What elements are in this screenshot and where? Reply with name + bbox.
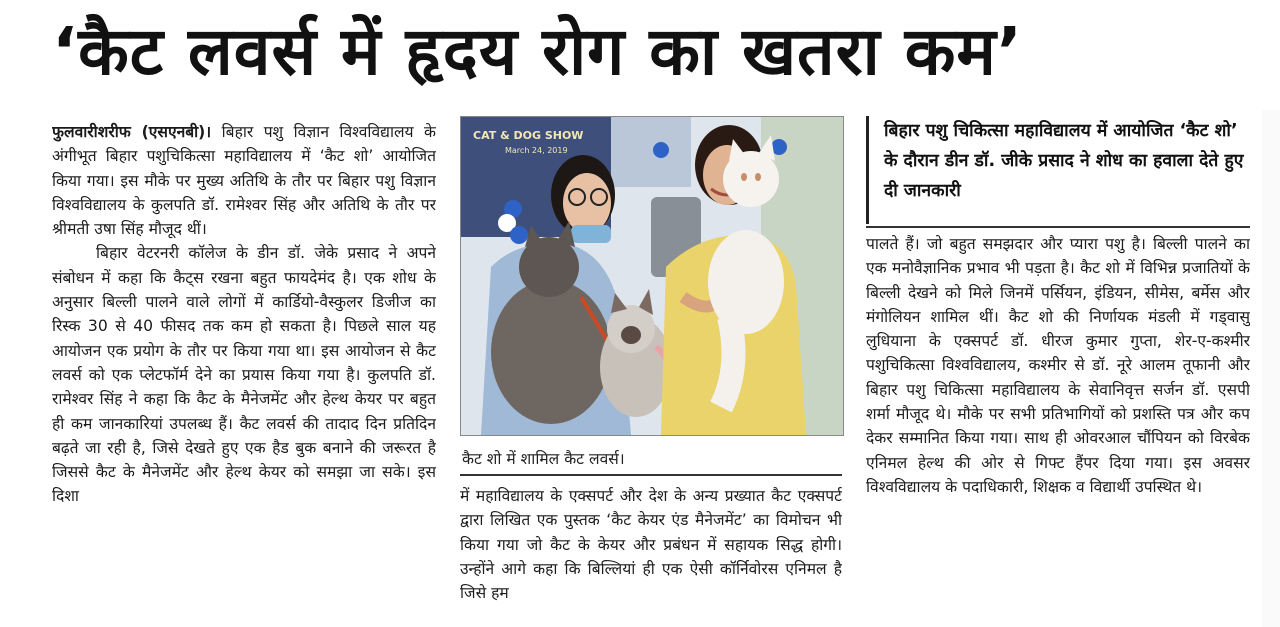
highlight-quote: बिहार पशु चिकित्सा महाविद्यालय में आयोजित ‘कैट शो’ के दौरान डीन डॉ. जीके प्रसाद ने शोध का हवाला देते हुए दी जानकारी — [884, 121, 1244, 201]
photo-banner-date: March 24, 2019 — [505, 146, 568, 155]
highlight-divider — [866, 226, 1250, 228]
photo-illustration — [461, 117, 843, 435]
article-paragraph-2: बिहार वेटरनरी कॉलेज के डीन डॉ. जेके प्रसाद ने अपने संबोधन में कहा कि कैट्स रखना बहुत फायदेमंद है। एक शोध के अनुसार बिल्ली पालने वाले लोगों में कार्डियो-वैस्कुलर डिजीज का रिस्क 30 से 40 फीसद तक कम हो सकता है। पिछले साल यह आयोजन एक प्रयोग के तौर पर किया गया था। इस आयोजन से कैट लवर्स को एक प्लेटफॉर्म देने का प्रयास किया गया है। कुलपति डॉ. रामेश्वर सिंह ने कहा कि कैट के मैनेजमेंट और हेल्थ केयर पर बहुत ही कम जानकारियां उपलब्ध हैं। कैट लवर्स की तादाद दिन प्रतिदिन बढ़ते जा रही है, जिसे देखते हुए एक हैड बुक बनाने की जरूरत है जिससे कैट के मैनेजमेंट और हेल्थ केयर को समझा जा सके। इस दिशा — [52, 244, 436, 506]
article-column-3-text: पालते हैं। जो बहुत समझदार और प्यारा पशु है। बिल्ली पालने का एक मनोवैज्ञानिक प्रभाव भी पड़ता है। कैट शो में विभिन्न प्रजातियों के बिल्ली देखने को मिले जिनमें पर्सियन, इंडियन, सीमेस, बर्मेस और मंगोलियन शामिल थीं। कैट शो की निर्णायक मंडली में गड्वासु लुधियाना के एक्सपर्ट डॉ. धीरज कुमार गुप्ता, शेर-ए-कश्मीर पशुचिकित्सा विश्वविद्यालय, कश्मीर से डॉ. नूरे आलम तूफानी और बिहार पशु चिकित्सा महाविद्यालय के सेवानिवृत्त सर्जन डॉ. एसपी शर्मा मौजूद थे। मौके पर सभी प्रतिभागियों को प्रशस्ति पत्र और कप देकर सम्मानित किया गया। साथ ही ओवरआल चौंपियन को विरबेक एनिमल हेल्थ की ओर से गिफ्ट हैंपर दिया गया। इस अवसर विश्वविद्यालय के पदाधिकारी, शिक्षक व विद्यार्थी उपस्थित थे। — [866, 235, 1250, 496]
photo-balloon-4 — [653, 142, 669, 158]
highlight-quote-bar — [866, 116, 869, 224]
photo-window — [611, 117, 691, 187]
photo-caption: कैट शो में शामिल कैट लवर्स। — [462, 450, 625, 468]
article-column-2-text: में महाविद्यालय के एक्सपर्ट और देश के अन्य प्रख्यात कैट एक्सपर्ट द्वारा लिखित एक पुस्तक ‘कैट केयर एंड मैनेजमेंट’ का विमोचन भी किया गया जो कैट के केयर और प्रबंधन में सहायक सिद्ध होगी। उन्होंने आगे कहा कि बिल्लियां ही एक ऐसी कॉर्निवोरस एनिमल है जिसे हम — [460, 487, 842, 603]
article-paragraph-1 — [52, 120, 436, 241]
article-photo — [460, 116, 844, 436]
article-column-1 — [52, 120, 436, 620]
photo-banner-text: CAT & DOG SHOW — [473, 129, 584, 142]
article-column-2 — [460, 484, 842, 624]
headline: ‘कैट लवर्स में हृदय रोग का खतरा कम’ — [52, 13, 1023, 90]
adjacent-article-edge-top — [1262, 0, 1280, 60]
article-paragraph-1-text: बिहार पशु विज्ञान विश्वविद्यालय के अंगीभूत बिहार पशुचिकित्सा महाविद्यालय में ‘कैट शो’ आयोजित किया गया। इस मौके पर मुख्य अतिथि के तौर पर बिहार पशु विज्ञान विश्वविद्यालय के कुलपति डॉ. रामेश्वर सिंह और अतिथि के तौर पर श्रीमती उषा सिंह मौजूद थीं। — [52, 123, 436, 239]
article-column-3 — [866, 232, 1250, 622]
photo-balloon-3 — [510, 226, 528, 244]
dateline: फुलवारीशरीफ (एसएनबी)। — [52, 123, 212, 141]
caption-divider — [460, 474, 842, 476]
adjacent-article-edge — [1262, 110, 1280, 627]
